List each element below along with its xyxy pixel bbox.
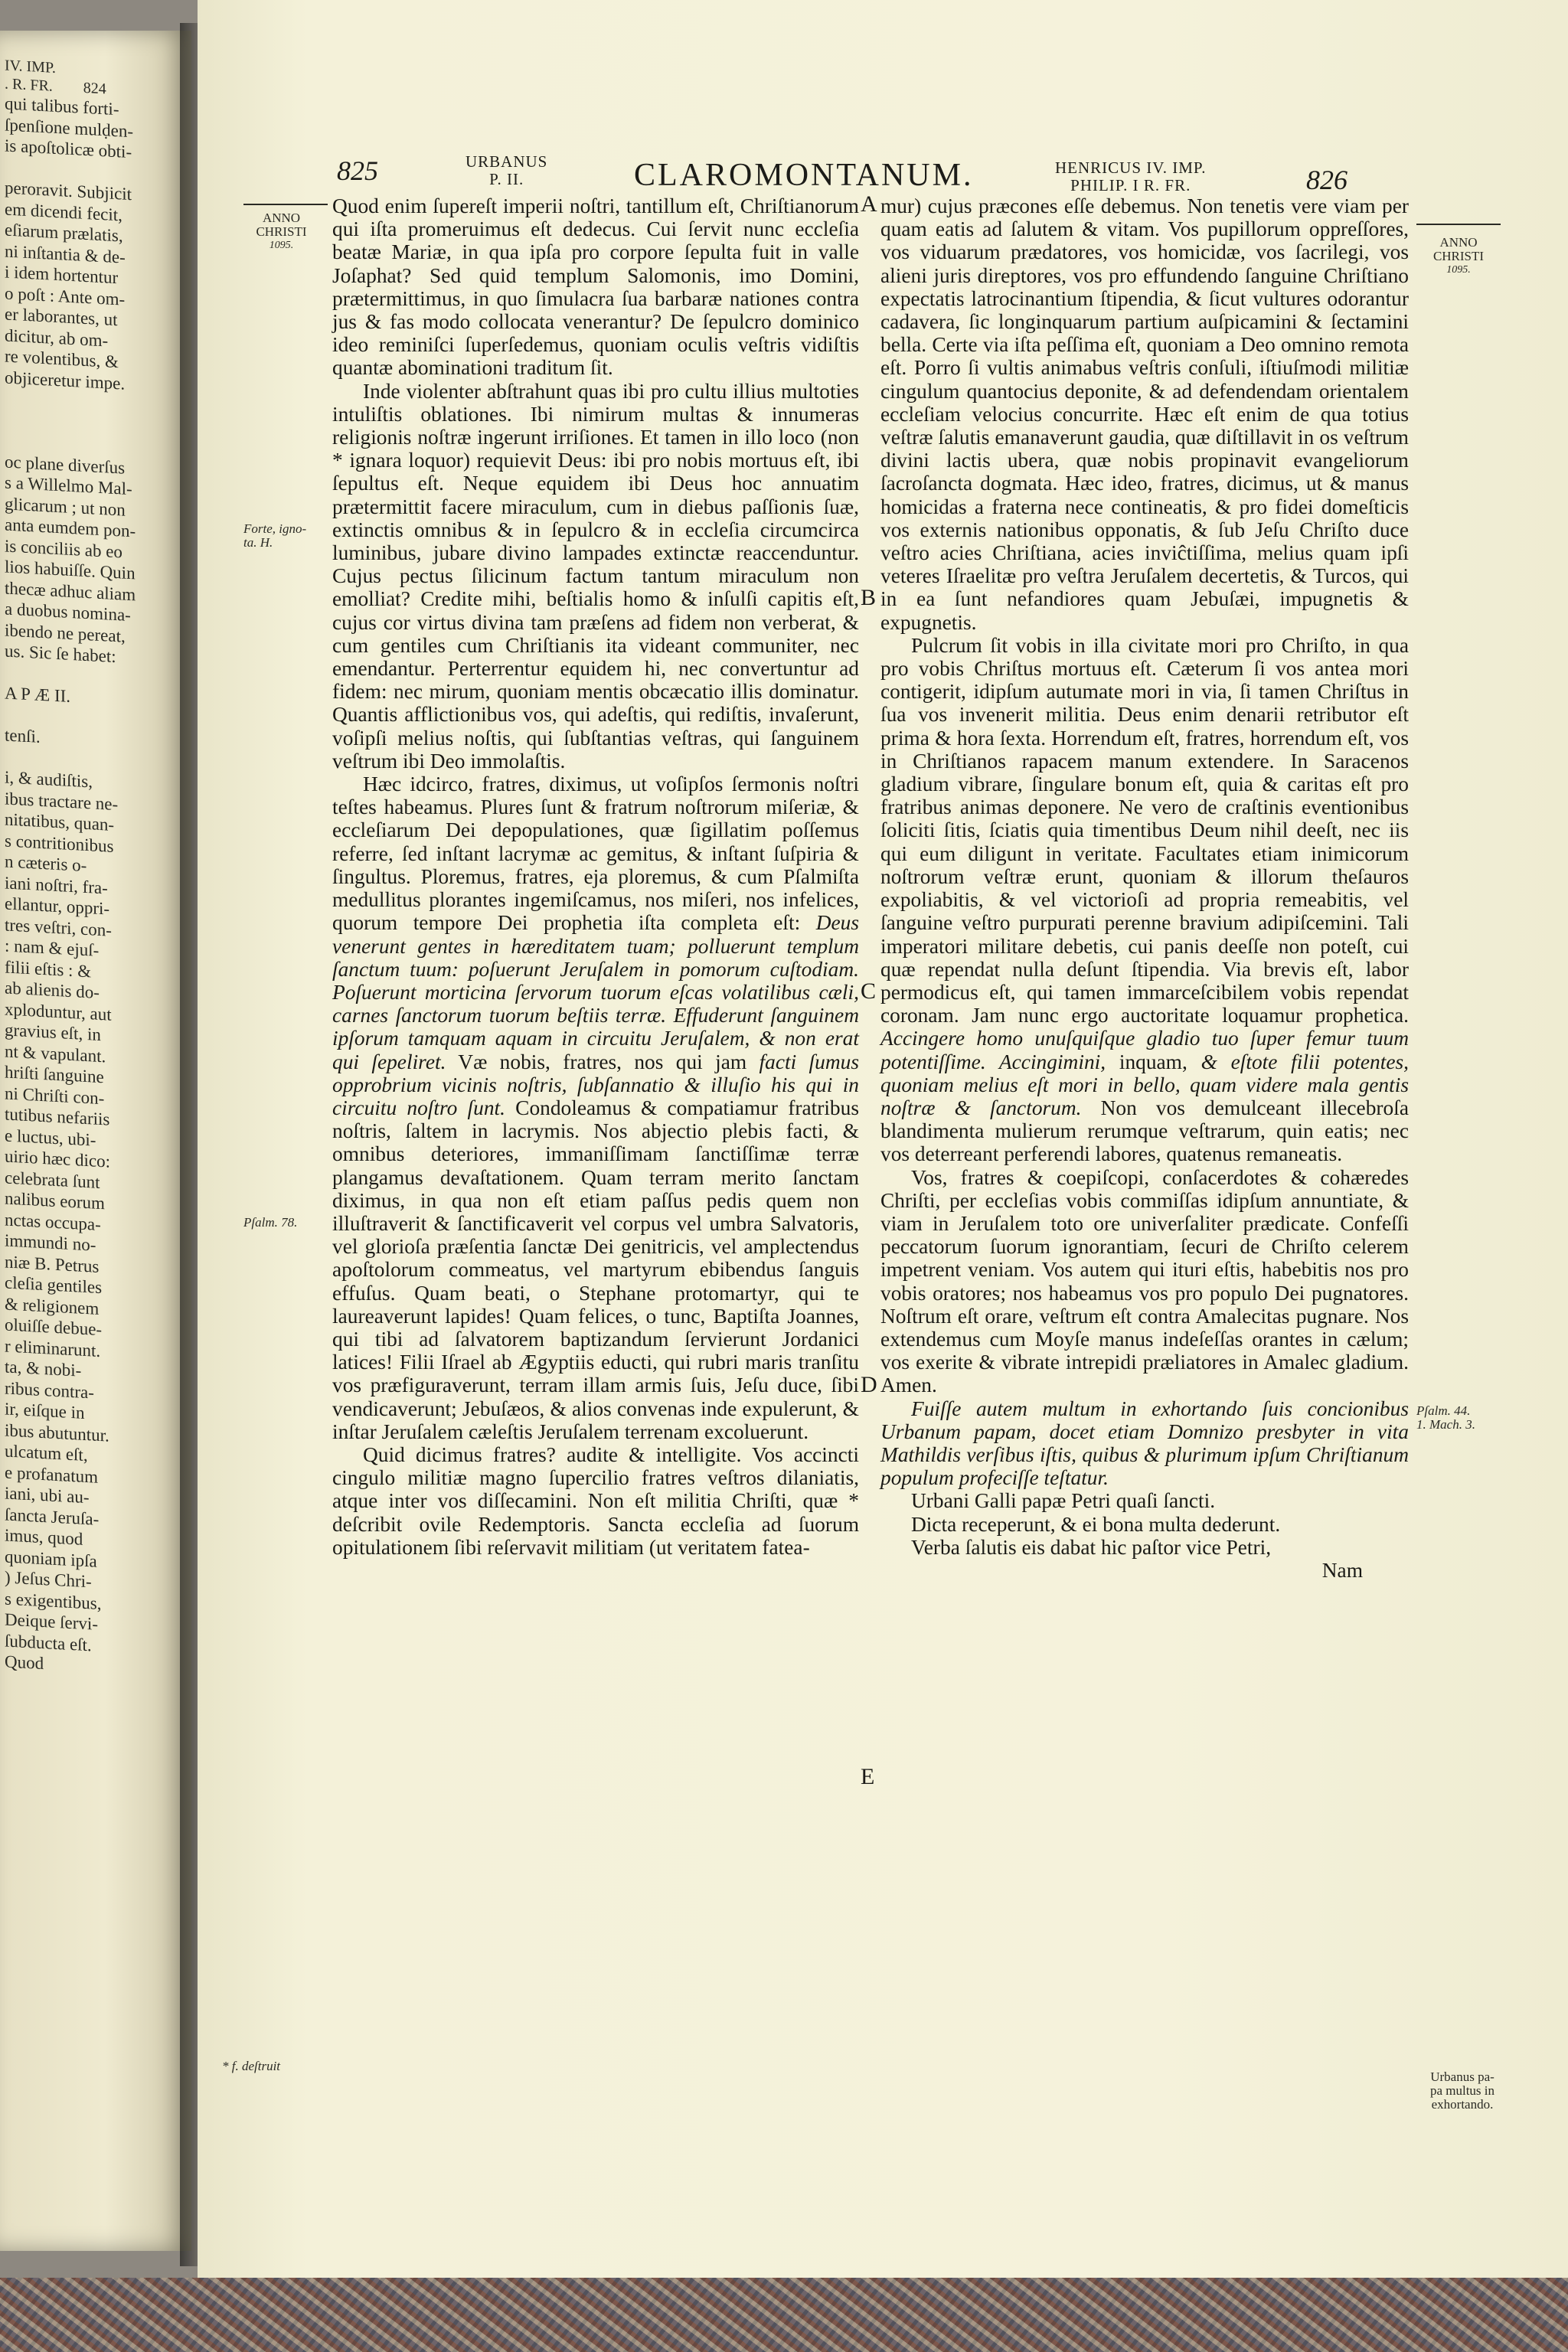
left-page-line: uirio hæc dico: bbox=[5, 1146, 110, 1171]
italic-quotation: Accingere homo unuſquiſque gladio tuo ſuper femur tuum potentiſſime. Accingimini, bbox=[880, 1027, 1409, 1073]
margin-note-destruit: * f. deſtruit bbox=[222, 2059, 281, 2073]
section-letter-d: D bbox=[861, 1372, 877, 1397]
left-page-line: n cæteris o- bbox=[5, 851, 87, 876]
left-page-line: s contritionibus bbox=[5, 830, 114, 856]
running-head-left-line2: P. II. bbox=[489, 170, 524, 188]
left-page-line: r eliminarunt. bbox=[5, 1335, 101, 1361]
left-page-line: cleſia gentiles bbox=[5, 1272, 103, 1298]
left-page-line: anta eumdem pon- bbox=[5, 514, 136, 541]
left-page-line: celebrata ſunt bbox=[5, 1167, 100, 1192]
italic-quotation: & eſtote filii potentes, quoniam melius eſt mori in bello, quam videre mala gentis noſtræ & ſanctorum. bbox=[880, 1050, 1409, 1119]
left-page-line: nalibus eorum bbox=[5, 1188, 105, 1214]
paragraph bbox=[880, 1489, 1409, 1512]
left-page-line: i, & audiſtis, bbox=[5, 767, 93, 792]
left-page-line: ulcatum eſt, bbox=[5, 1441, 88, 1465]
left-page-line: thecæ adhuc aliam bbox=[5, 577, 136, 604]
text-run: Non vos demulceant illecebroſa blandimenta mulierum rerumque veſtrarum, quin eatis; nec vos deterreant perferendi labores, quatenus remaneatis. bbox=[880, 1096, 1409, 1166]
left-page-line: e profanatum bbox=[5, 1462, 98, 1487]
left-page-line: is conciliis ab eo bbox=[5, 535, 122, 562]
section-letter-a: A bbox=[861, 191, 877, 217]
left-page-line: em dicendi fecit, bbox=[5, 198, 122, 225]
left-page-line: lios habuiſſe. Quin bbox=[5, 557, 136, 583]
left-page-line: is apoſtolicæ obti- bbox=[5, 136, 132, 162]
left-page-line: immundi no- bbox=[5, 1230, 96, 1255]
paragraph bbox=[332, 194, 859, 380]
left-page bbox=[0, 31, 191, 2251]
left-page-line: xploduntur, aut bbox=[5, 998, 112, 1024]
left-page-line: gravius eſt, in bbox=[5, 1020, 101, 1045]
left-page-line: us. Sic ſe habet: bbox=[5, 641, 116, 667]
margin-note-psalm44: Pſalm. 44. 1. Mach. 3. bbox=[1416, 1403, 1475, 1432]
section-letter-e: E bbox=[861, 1764, 875, 1789]
margin-note-psalm78: Pſalm. 78. bbox=[243, 1215, 298, 1230]
margin-note-forte: Forte, igno- ta. H. bbox=[243, 521, 307, 550]
paragraph bbox=[332, 773, 859, 1443]
left-page-line: ſubducta eſt. bbox=[5, 1630, 92, 1655]
left-page-line: re volentibus, & bbox=[5, 346, 119, 372]
paragraph bbox=[880, 1397, 1409, 1490]
left-page-line: Quod bbox=[5, 1651, 44, 1674]
paragraph bbox=[332, 380, 859, 773]
left-page-line: ſpenſione mulḍen- bbox=[5, 114, 133, 141]
section-letter-b: B bbox=[861, 585, 877, 610]
text-run: Verba ſalutis eis dabat hic paſtor vice Petri, bbox=[911, 1535, 1272, 1559]
running-head-right-line1: HENRICUS IV. IMP. bbox=[1055, 158, 1207, 177]
left-page-line: s a Willelmo Mal- bbox=[5, 472, 132, 499]
left-page-line: qui talibus forti- bbox=[5, 93, 119, 119]
left-page-line: iani noſtri, fra- bbox=[5, 872, 108, 898]
text-run: inquam, bbox=[1119, 1050, 1187, 1073]
left-page-line: ribus contra- bbox=[5, 1377, 94, 1403]
paragraph bbox=[880, 194, 1409, 634]
paragraph bbox=[332, 1443, 859, 1559]
left-page-line: : nam & ejuſ- bbox=[5, 936, 100, 960]
paragraph bbox=[880, 1513, 1409, 1536]
text-run: Quid dicimus fratres? audite & intelligite. Vos accincti cingulo militiæ magno ſupercilio fratres veſtros dilaniatis, atque inter vos diſſecamini. Non eſt militia Chriſti, quæ * deſcribit ovile Redemptoris. Sancta eccleſia ad ſuorum opitulationem ſibi reſervavit militiam (ut veritatem fatea- bbox=[332, 1442, 859, 1559]
left-page-line: eſiarum prælatis, bbox=[5, 220, 123, 246]
left-page-line: ſancta Jeruſa- bbox=[5, 1504, 100, 1529]
left-page-line: peroravit. Subjicit bbox=[5, 178, 132, 204]
left-page-line: glicarum ; ut non bbox=[5, 493, 126, 520]
left-page-line: tutibus nefariis bbox=[5, 1104, 110, 1129]
text-run: Urbani Galli papæ Petri quaſi ſancti. bbox=[911, 1489, 1216, 1513]
left-page-line: ibus tractare ne- bbox=[5, 788, 119, 814]
text-run: Væ nobis, fratres, nos qui jam bbox=[458, 1050, 747, 1073]
left-page-header-1: IV. IMP. bbox=[5, 57, 56, 77]
text-run: Pulcrum ſit vobis in illa civitate mori pro Chriſto, in qua pro vobis Chriſtus mortuus eſt. Cæterum ſi vos antea mori contigerit, idipſum autumate mori in via, ſi tamen Chriſtus in ſua vos invenerit militia. Deus enim denarii retributor eſt prima & hora ſexta. Horrendum eſt, fratres, horrendum eſt, vos in Chriſtianos rapacem manum extendere. In Saracenos gladium vibrare, ſingulare bonum eſt, quia & caritas eſt pro fratribus animas deponere. Ne vero de craſtinis eventionibus ſoliciti ſitis, ſciatis quia timentibus Deum nihil deeſt, nec iis qui eum diligunt in veritate. Facultates etiam inimicorum noſtrorum veſtræ erunt, quoniam & illorum theſauros expoliabitis, & vel victorioſi ad propria remeabitis, vel ſanguine veſtro purpurati perenne bravium adipiſcemini. Tali imperatori militare debetis, cui panis deeſſe non poteſt, cui quæ rependat nulla deſunt ſtipendia. Via brevis eſt, labor permodicus eſt, qui tamen immarceſcibilem vobis rependat coronam. Jam nunc ergo auctoritate loquamur prophetica. bbox=[880, 633, 1409, 1027]
left-page-line: nctas occupa- bbox=[5, 1209, 101, 1234]
text-run: Vos, fratres & coepiſcopi, conſacerdotes & cohæredes Chriſti, per eccleſias vobis commiſſas idipſum annuntiate, & viam in Jeruſalem toto ore univerſaliter prædicate. Confeſſi peccatorum ſuorum ignorantiam, ſecuri de Chriſto celerem impetrent veniam. Vos autem qui ituri eſtis, habebitis nos pro vobis oratores; nos habeamus vos pro populo Dei pugnatores. Noſtrum eſt orare, veſtrum eſt contra Amalecitas pugnare. Nos extendemus cum Moyſe manus indeſeſſas orantes in cælum; vos exerite & vibrate intrepidi præliatores in Amalec gladium. Amen. bbox=[880, 1165, 1409, 1397]
page-number-left: 825 bbox=[337, 155, 378, 186]
left-page-line: hriſti ſanguine bbox=[5, 1062, 104, 1087]
left-page-line: quoniam ipſa bbox=[5, 1546, 97, 1571]
running-head-left bbox=[466, 153, 547, 188]
paragraph bbox=[880, 1536, 1409, 1559]
left-page-line: ) Jeſus Chri- bbox=[5, 1567, 92, 1592]
left-page-line: niæ B. Petrus bbox=[5, 1251, 100, 1276]
paragraph bbox=[880, 1166, 1409, 1397]
left-page-text bbox=[5, 56, 191, 1682]
left-page-line: i idem hortentur bbox=[5, 262, 119, 288]
left-page-line: ibendo ne pereat, bbox=[5, 619, 126, 646]
left-page-line: ir, eiſque in bbox=[5, 1399, 85, 1423]
left-page-line: oluiſſe debue- bbox=[5, 1315, 103, 1340]
left-page-line: nt & vapulant. bbox=[5, 1040, 106, 1066]
margin-note-urbanus: Urbanus pa- pa multus in exhortando. bbox=[1429, 2069, 1495, 2112]
margin-anno-right: ANNO CHRISTI 1095. bbox=[1432, 235, 1485, 276]
left-page-line: o poſt : Ante om- bbox=[5, 283, 126, 309]
left-page-line: a duobus nomina- bbox=[5, 599, 131, 626]
running-head-right-line2: PHILIP. I R. FR. bbox=[1070, 176, 1191, 194]
text-run: Inde violenter abſtrahunt quas ibi pro cultu illius multoties intuliſtis oblationes. Ibi nimirum multas & innumeras religionis noſtræ ingerunt irriſiones. Et tamen in illo loco (non * ignara loquor) requievit Deus: ibi pro nobis mortuus eſt, ibi ſepultus eſt. Neque equidem ibi Deus hoc annuatim prætermittit facere miraculum, cum in diebus paſſionis ſuæ, extinctis omnibus & in ſepulcro & in eccleſia circumcirca luminibus, jubare divino lampades extinctæ reaccenduntur. Cujus pectus ſilicinum factum tantum miraculum non emolliat? Credite mihi, beſtialis homo & inſulſi capitis eſt, cujus cor virtus divina tam præſens ad fidem non verberat, & cum gentiles cum Chriſtianis ita videant communiter, nec emendantur. Perterrentur equidem hi, nec convertuntur ad fidem: nec mirum, quoniam mentis obcæcatio illis dominatur. Quantis afflictionibus vos, qui adeſtis, qui rediſtis, invaſerunt, voſipſi melius noſtis, qui ſubſtantias veſtras, qui ſanguinem veſtrum ibi Deo immolaſtis. bbox=[332, 379, 859, 773]
text-run: Quod enim ſupereſt imperii noſtri, tantillum eſt, Chriſtianorum qui iſta promeruimus eſt dedecus. Cui ſervit nunc eccleſia beatæ Mariæ, in qua ipſa pro corpore ſepulta fuit in valle Joſaphat? Sed quid templum Salomonis, imo Domini, prætermittimus, in quo ſimulacra ſua barbaræ nationes contra jus & fas modo collocata venerantur? De ſepulcro dominico ideo reminiſci ſuperſedemus, quoniam oculis veſtris vidiſtis quantæ abominationi traditum ſit. bbox=[332, 194, 859, 380]
left-page-line: filii eſtis : & bbox=[5, 956, 92, 981]
section-letter-c: C bbox=[861, 978, 877, 1004]
left-page-line: A P Æ II. bbox=[5, 683, 71, 706]
left-page-line: ta, & nobi- bbox=[5, 1357, 82, 1380]
left-page-line: Deique ſervi- bbox=[5, 1609, 98, 1634]
left-page-line: e luctus, ubi- bbox=[5, 1125, 96, 1150]
text-run: Dicta receperunt, & ei bona multa dederunt. bbox=[911, 1512, 1281, 1536]
left-page-header-2: . R. FR. 824 bbox=[5, 75, 106, 98]
left-page-line: dicitur, ab om- bbox=[5, 325, 109, 351]
left-page-line: nitatibus, quan- bbox=[5, 809, 115, 835]
left-page-line: er laborantes, ut bbox=[5, 304, 118, 330]
left-page-line: imus, quod bbox=[5, 1525, 83, 1549]
left-page-line: ibus abutuntur. bbox=[5, 1419, 109, 1446]
paragraph bbox=[880, 1559, 1409, 1582]
text-run: mur) cujus præcones eſſe debemus. Non tenetis vere viam per quam eatis ad ſalutem & vitam. Vos pupillorum oppreſſores, vos viduarum prædatores, vos homicidæ, vos ſacrilegi, vos alieni juris direptores, vos pro effundendo ſanguine Chriſtiano expectatis latrocinantium ſtipendia, & ſicut vultures odorantur cadavera, ſic longinquarum partium auſpicamini & ſectamini bella. Certe via iſta peſſima eſt, quoniam a Deo omnino remota eſt. Porro ſi vultis animabus veſtris conſuli, iſtiuſmodi militiæ cingulum quantocius deponite, & ad defendendam orientalem eccleſiam velocius concurrite. Hæc eſt enim de qua totius veſtræ ſalutis emanaverunt gaudia, quæ diſtillavit in os veſtrum divini lactis ubera, quæ nobis propinavit evangeliorum ſacroſancta dogmata. Hæc ideo, fratres, dicimus, ut & manus homicidas a fraterna nece contineatis, & pro fidei domeſticis vos externis nationibus opponatis, & ſub Jeſu Chriſto duce veſtro acies Chriſtiana, acies inviĉtiſſima, melius quam ipſi veteres Iſraelitæ pro veſtra Jeruſalem decertetis, & Turcos, qui in ea ſunt nefandiores quam Jebuſæi, impugnetis & expugnetis. bbox=[880, 194, 1409, 634]
left-page-line: ab alienis do- bbox=[5, 978, 100, 1002]
italic-quotation: facti ſumus opprobrium vicinis noſtris, ſubſannatio & illuſio his qui in circuitu noſtro ſunt. bbox=[332, 1050, 859, 1119]
running-head-right bbox=[1055, 159, 1206, 194]
carpet-background bbox=[0, 2278, 1568, 2352]
margin-anno-left: ANNO CHRISTI 1095. bbox=[256, 211, 307, 251]
text-run: Condoleamus & compatiamur fratribus noſtris, ſaltem in lacrymis. Nos abjectio plebis facti, & omnibus deteriores, immaniſſimam ſanctiſſimæ terræ plangamus devaſtationem. Quam terram merito ſanctam diximus, in qua non eſt etiam paſſus pedis quem non illuſtraverit & ſanctificaverit vel corpus vel umbra Salvatoris, vel glorioſa præſentia ſanctæ Dei genitricis, vel amplectendus apoſtolorum commeatus, vel martyrum ebibendus ſanguis effuſus. Quam beati, o Stephane protomartyr, qui te laureaverunt lapides! Quam felices, o tunc, Baptiſta Joannes, qui tibi ad ſalvatorem baptizandum ſervierunt Jordanici latices! Filii Iſrael ab Ægyptiis educti, qui rubri maris tranſitu vos præfiguraverunt, terram illam armis ſuis, Jeſu duce, ſibi vendicaverunt; Jebuſæos, & alios convenas inde expulerunt, & inſtar Jeruſalem cæleſtis Jeruſalem terrenam excoluerunt. bbox=[332, 1096, 859, 1443]
left-page-line: tenſi. bbox=[5, 725, 41, 746]
left-page-line: s exigentibus, bbox=[5, 1588, 102, 1613]
left-page-lines bbox=[5, 93, 191, 1682]
margin-rule-right bbox=[1416, 224, 1501, 225]
text-run: Nam bbox=[1321, 1558, 1363, 1582]
running-head-title: CLAROMONTANUM. bbox=[634, 158, 974, 193]
text-column-right bbox=[880, 194, 1409, 1582]
text-column-left bbox=[332, 194, 859, 1559]
italic-quotation: Deus venerunt gentes in hæreditatem tuam; polluerunt templum ſanctum tuum: poſuerunt Jeruſalem in pomorum cuſtodiam. Poſuerunt morticina ſervorum tuorum eſcas volatilibus cæli, carnes ſanctorum tuorum beſtiis terræ. Effuderunt ſanguinem ipſorum tamquam aquam in circuitu Jeruſalem, & non erat qui ſepeliret. bbox=[332, 911, 859, 1073]
text-run: Hæc idcirco, fratres, diximus, ut voſipſos ſermonis noſtri teſtes habeamus. Plures ſunt & fratrum noſtrorum miſeriæ, & eccleſiarum Dei depopulationes, quæ ſigillatim poſſemus referre, ſed inſtant lacrymæ ac gemitus, & inſtant ſuſpiria & ſingultus. Ploremus, fratres, eja ploremus, & cum Pſalmiſta medullitus plorantes ingemiſcamus, nos miſeri, nos infelices, quorum tempore Dei prophetia iſta completa eſt: bbox=[332, 773, 859, 935]
italic-quotation: Fuiſſe autem multum in exhortando ſuis concionibus Urbanum papam, docet etiam Domnizo presbyter in vita Mathildis verſibus iſtis, quibus & plurimum ipſum Chriſtianum populum profeciſſe teſtatur. bbox=[880, 1396, 1409, 1490]
left-page-line: tres veſtri, con- bbox=[5, 914, 112, 940]
left-page-line: oc plane diverſus bbox=[5, 451, 126, 478]
left-page-line: ellantur, oppri- bbox=[5, 893, 110, 919]
paragraph bbox=[880, 634, 1409, 1166]
left-page-line: & religionem bbox=[5, 1293, 100, 1318]
margin-rule-left bbox=[243, 204, 328, 205]
left-page-line: ni Chriſti con- bbox=[5, 1083, 105, 1108]
left-page-line: objiceretur impe. bbox=[5, 367, 126, 394]
page-number-right: 826 bbox=[1306, 165, 1348, 195]
left-page-line: ni inſtantia & de- bbox=[5, 240, 126, 267]
left-page-line: iani, ubi au- bbox=[5, 1483, 90, 1508]
running-head-left-line1: URBANUS bbox=[466, 152, 548, 171]
